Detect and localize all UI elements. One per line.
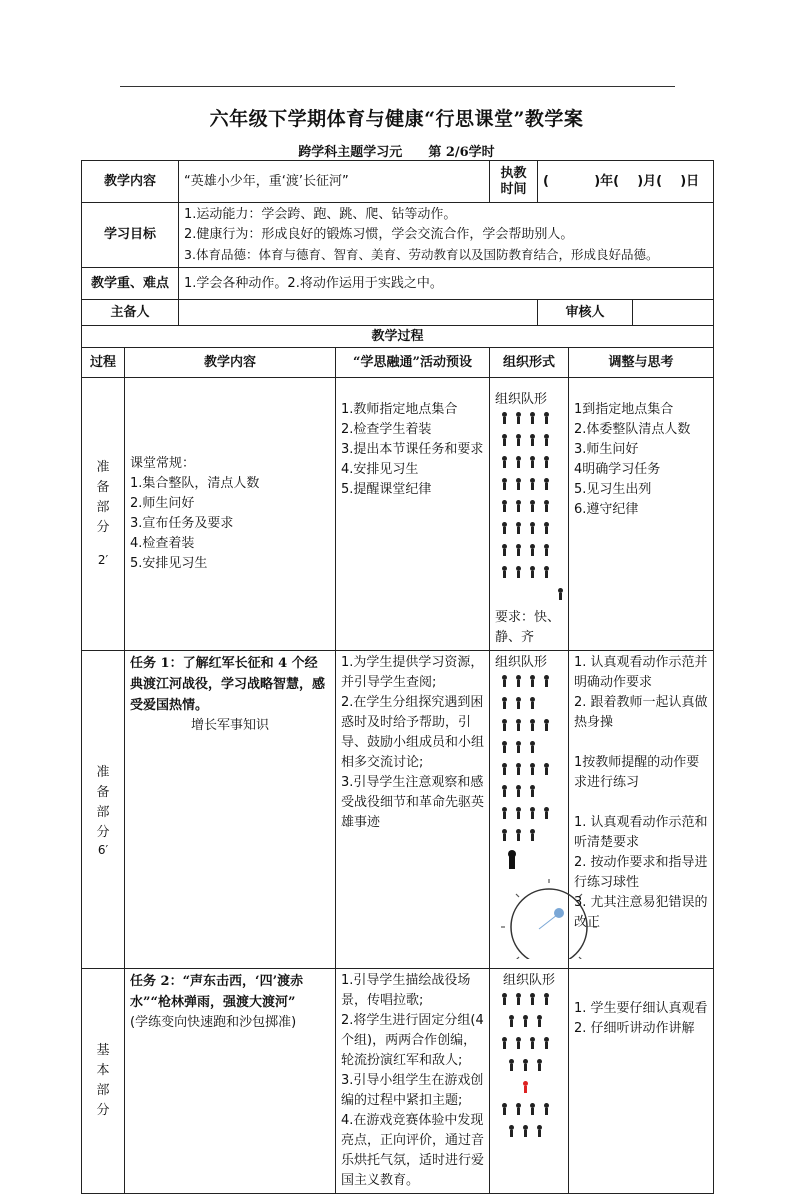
task-title: 任务 2：“声东击西，‘四’渡赤水”“枪林弹雨，强渡大渡河” <box>130 974 304 1010</box>
time-value: ( )年( )月( )日 <box>538 161 714 203</box>
key-row <box>82 268 714 300</box>
preparer-label: 主备人 <box>82 300 179 326</box>
student-figure-icon <box>515 785 522 797</box>
student-figure-icon <box>501 675 508 687</box>
student-figure-icon <box>501 522 508 534</box>
goals-list <box>179 203 714 268</box>
student-figure-icon <box>543 456 550 468</box>
student-figure-icon <box>543 675 550 687</box>
student-figure-icon <box>501 478 508 490</box>
student-figure-icon <box>515 763 522 775</box>
student-figure-icon <box>515 675 522 687</box>
student-figure-icon <box>529 785 536 797</box>
key-label: 教学重、难点 <box>82 268 179 300</box>
process-header-row <box>82 348 714 378</box>
student-figure-icon <box>501 829 508 841</box>
content-cell: 课堂常规： 1.集合整队，清点人数 2.师生问好 3.宣布任务及要求 4.检查着装 5.安排见习生 <box>125 378 336 651</box>
content-value: “英雄小少年，重‘渡’长征河” <box>179 161 490 203</box>
student-figure-icon <box>501 434 508 446</box>
student-figure-icon <box>515 697 522 709</box>
organization-cell: 组织队形 <box>490 969 569 1194</box>
student-figure-icon <box>515 993 522 1005</box>
student-figure-icon <box>536 1125 543 1137</box>
student-figure-icon <box>515 829 522 841</box>
student-figure-icon <box>515 434 522 446</box>
student-figure-icon <box>515 412 522 424</box>
student-figure-icon <box>529 566 536 578</box>
student-figure-icon <box>501 566 508 578</box>
student-figure-icon <box>529 1103 536 1115</box>
student-figure-icon <box>536 1015 543 1027</box>
content-cell <box>125 969 336 1194</box>
content-row <box>82 161 714 203</box>
student-figure-icon <box>529 412 536 424</box>
goal-item: 1.运动能力：学会跨、跑、跳、爬、钻等动作。 <box>184 207 457 222</box>
student-figure-icon <box>501 763 508 775</box>
student-figure-icon <box>501 719 508 731</box>
section-row <box>82 378 714 651</box>
student-figure-icon <box>529 763 536 775</box>
student-figure-icon <box>536 1059 543 1071</box>
goal-item: 3.体育品德：体育与德育、智育、美育、劳动教育以及国防教育结合，形成良好品德。 <box>184 247 659 262</box>
student-figure-icon <box>543 763 550 775</box>
goals-label: 学习目标 <box>82 203 179 268</box>
content-label: 教学内容 <box>82 161 179 203</box>
formation-diagram <box>495 673 563 849</box>
student-figure-icon <box>543 1103 550 1115</box>
student-figure-icon <box>515 456 522 468</box>
student-figure-icon <box>543 566 550 578</box>
section-row <box>82 651 714 969</box>
student-figure-icon <box>508 1059 515 1071</box>
header-rule <box>120 86 675 87</box>
document-title: 六年级下学期体育与健康“行思课堂”教学案 <box>209 108 584 130</box>
student-figure-icon <box>529 434 536 446</box>
task-note: 增长军事知识 <box>191 718 270 733</box>
student-figure-icon <box>508 1015 515 1027</box>
student-figure-icon <box>515 741 522 753</box>
organization-cell: 组织队形 <box>490 651 569 969</box>
phase-cell: 准 备 部 分 6′ <box>82 651 125 969</box>
lesson-plan-table <box>81 160 714 1194</box>
student-figure-icon <box>543 807 550 819</box>
student-figure-icon <box>501 500 508 512</box>
student-figure-icon <box>529 719 536 731</box>
student-figure-icon <box>501 741 508 753</box>
student-figure-icon <box>501 993 508 1005</box>
leader-figure-icon <box>522 1081 529 1093</box>
student-figure-icon <box>543 500 550 512</box>
preparer-value <box>179 300 538 326</box>
student-figure-icon <box>543 1037 550 1049</box>
student-figure-icon <box>501 456 508 468</box>
student-figure-icon <box>515 566 522 578</box>
time-label: 执教 时间 <box>490 161 538 203</box>
student-figure-icon <box>515 544 522 556</box>
student-figure-icon <box>529 993 536 1005</box>
student-figure-icon <box>543 412 550 424</box>
student-figure-icon <box>543 719 550 731</box>
process-title-row <box>82 326 714 348</box>
goals-row <box>82 203 714 268</box>
student-figure-icon <box>501 807 508 819</box>
reviewer-value <box>633 300 714 326</box>
student-figure-icon <box>529 807 536 819</box>
student-figure-icon <box>557 588 564 600</box>
student-figure-icon <box>529 522 536 534</box>
student-figure-icon <box>515 522 522 534</box>
reflection-cell: 1. 学生要仔细认真观看 2. 仔细听讲动作讲解 <box>569 969 714 1194</box>
preparer-row <box>82 300 714 326</box>
student-figure-icon <box>543 522 550 534</box>
student-figure-icon <box>543 478 550 490</box>
student-figure-icon <box>515 478 522 490</box>
student-figure-icon <box>543 434 550 446</box>
organization-cell: 组织队形 要求：快、静、齐 <box>490 378 569 651</box>
formation-diagram <box>495 410 563 608</box>
activity-cell: 1.引导学生描绘战役场景，传唱拉歌; 2.将学生进行固定分组(4个组)，两两合作创编，轮流扮演红军和敌人; 3.引导小组学生在游戏创编的过程中紧扣主题; 4.在游戏竞赛体验中发现亮点，正向评价，通过音乐烘托气氛，适时进行爱国主义教育。 <box>336 969 490 1194</box>
document-subtitle <box>0 141 793 160</box>
reviewer-label: 审核人 <box>538 300 633 326</box>
goal-item: 2.健康行为：形成良好的锻炼习惯，学会交流合作，学会帮助别人。 <box>184 227 574 242</box>
student-figure-icon <box>522 1059 529 1071</box>
task-title: 任务 1：了解红军长征和 4 个经典渡江河战役，学习战略智慧，感受爱国热情。 <box>130 656 326 713</box>
student-figure-icon <box>501 1037 508 1049</box>
task-note: (学练变向快速跑和沙包掷准) <box>130 1015 297 1030</box>
student-figure-icon <box>515 500 522 512</box>
student-figure-icon <box>529 1037 536 1049</box>
reflection-cell: 1到指定地点集合 2.体委整队清点人数 3.师生问好 4明确学习任务 5.见习生出列 6.遵守纪律 <box>569 378 714 651</box>
phase-cell: 准 备 部 分 2′ <box>82 378 125 651</box>
student-figure-icon <box>515 1103 522 1115</box>
student-figure-icon <box>543 544 550 556</box>
reflection-cell: 1. 认真观看动作示范并明确动作要求 2. 跟着教师一起认真做热身操 1按教师提醒的动作要求进行练习 1. 认真观看动作示范和听清楚要求 2. 按动作要求和指导进行练习球性 3. 尤其注意易犯错误的改正 <box>569 651 714 969</box>
period-label: 第 2/6学时 <box>428 145 495 160</box>
student-figure-icon <box>529 675 536 687</box>
student-figure-icon <box>501 1103 508 1115</box>
student-figure-icon <box>501 785 508 797</box>
phase-cell: 基 本 部 分 <box>82 969 125 1194</box>
activity-cell: 1.教师指定地点集合 2.检查学生着装 3.提出本节课任务和要求 4.安排见习生 5.提醒课堂纪律 <box>336 378 490 651</box>
student-figure-icon <box>515 1037 522 1049</box>
activity-cell: 1.为学生提供学习资源，并引导学生查阅; 2.在学生分组探究遇到困惑时及时给予帮助，引导、鼓励小组成员和小组相多交流讨论; 3.引导学生注意观察和感受战役细节和革命先驱英雄事迹 <box>336 651 490 969</box>
student-figure-icon <box>508 1125 515 1137</box>
student-figure-icon <box>529 829 536 841</box>
student-figure-icon <box>522 1125 529 1137</box>
process-title: 教学过程 <box>82 326 714 348</box>
student-figure-icon <box>529 478 536 490</box>
col-header-activity: “学思融通”活动预设 <box>336 348 490 378</box>
student-figure-icon <box>501 697 508 709</box>
student-figure-icon <box>543 993 550 1005</box>
student-figure-icon <box>515 719 522 731</box>
key-value: 1.学会各种动作。2.将动作运用于实践之中。 <box>179 268 714 300</box>
col-header-organization: 组织形式 <box>490 348 569 378</box>
student-figure-icon <box>501 544 508 556</box>
section-row <box>82 969 714 1194</box>
student-figure-icon <box>501 412 508 424</box>
content-cell <box>125 651 336 969</box>
student-figure-icon <box>529 456 536 468</box>
student-figure-icon <box>529 500 536 512</box>
student-figure-icon <box>515 807 522 819</box>
col-header-reflection: 调整与思考 <box>569 348 714 378</box>
col-header-content: 教学内容 <box>125 348 336 378</box>
student-figure-icon <box>522 1015 529 1027</box>
student-figure-icon <box>529 697 536 709</box>
student-figure-icon <box>529 544 536 556</box>
col-header-phase: 过程 <box>82 348 125 378</box>
unit-label: 跨学科主题学习元 <box>298 145 403 160</box>
student-figure-icon <box>529 741 536 753</box>
